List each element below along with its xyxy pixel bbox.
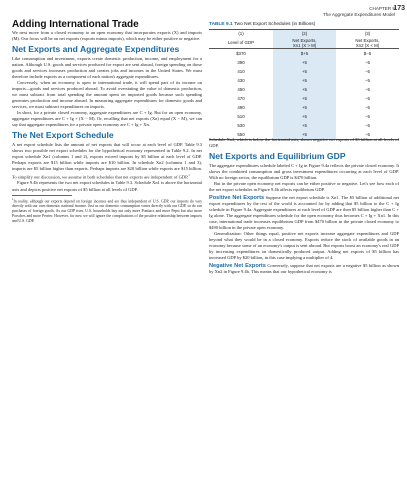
table-row (209, 48, 399, 58)
cell-xn1: +5 (273, 94, 336, 103)
paragraph: The aggregate expenditures schedule labeled C + Ig in Figure 9.4a reflects the private closed economy. It shows the combined consumption and gross investment expenditures occurring at each level of GDP. With no foreign sector, the equilibrium GDP is $470 billion. (209, 162, 399, 180)
table-row (209, 76, 399, 85)
left-column (12, 19, 202, 224)
cell-xn1: +5 (273, 85, 336, 94)
paragraph: Like consumption and investment, exports create domestic production, income, and employment for a nation. Although U.S. goods and services produced for export are sent abroad, foreign spending on those goods and services increases production and creates jobs and incomes in the United States. We must therefore include exports as a component of each nation's aggregate expenditures. (12, 55, 202, 79)
paragraph: Schedule Xn2, which is below the horizontal axis, shows negative net exports of $5 billion at all levels of GDP. (209, 137, 399, 149)
table-row (209, 58, 399, 67)
col-header (336, 38, 399, 49)
footnote-ref: 1 (188, 172, 190, 177)
running-head (322, 5, 405, 18)
paragraph: In short, for a private closed economy, aggregate expenditures are C + Ig. But for an open economy, aggregate expenditures are C + Ig + (X − M). Or, recalling that net exports (Xn) equal (X − M), we can say that aggregate expenditures for a private open economy are C + Ig + Xn. (12, 110, 202, 128)
cell-xn2: −5 (364, 95, 370, 101)
cell-gdp: 450 (237, 86, 245, 92)
cell-xn1: +5 (273, 130, 336, 139)
chapter-label: CHAPTER 9 (369, 6, 395, 11)
table-label: TABLE 9.1 (209, 22, 233, 27)
table-row (209, 121, 399, 130)
footnote-marker: 1 (12, 197, 14, 202)
cell-gdp: 390 (237, 59, 245, 65)
page-number: 173 (393, 5, 405, 12)
paragraph (209, 195, 399, 231)
cell-gdp: $370 (236, 50, 246, 56)
cell-xn2: −5 (364, 122, 370, 128)
cell-gdp: 510 (237, 113, 245, 119)
table (209, 30, 399, 139)
table-row (209, 94, 399, 103)
col-header: Level of GDP (209, 38, 273, 49)
cell-xn2: −5 (364, 77, 370, 83)
table-row (209, 103, 399, 112)
runin-positive: Positive Net Exports (209, 194, 265, 201)
table-title: Two Net Export Schedules (in Billions) (233, 22, 316, 27)
cell-xn2: −5 (364, 113, 370, 119)
table-row (209, 112, 399, 121)
footnote-text: In reality, although our exports depend on foreign incomes and are thus independent of U.S. GDP, our imports do vary directly with our own domestic national income. Just as our domestic consumption varies directly with our GDP, so do our purchases of foreign goods. As our GDP rises, U.S. households buy not only more Pontiacs and more Pepsi but also more Porsches and more Perrier. However, for now we will ignore the complications of the positive relationship between imports and U.S. GDP. (12, 199, 202, 224)
cell-xn1: +5 (273, 103, 336, 112)
intro-paragraph: We next move from a closed economy to an open economy that incorporates exports (X) and imports (M). Our focus will be on net exports (exports minus imports), which may be either positive or negative. (12, 30, 202, 42)
col-header-sub: Xn2 (X < M) (355, 42, 380, 48)
cell-gdp: 530 (237, 122, 245, 128)
col-header-name: Net Exports, (292, 37, 317, 43)
cell-xn2: −5 (364, 59, 370, 65)
col-num: (1) (238, 31, 244, 36)
runin-negative: Negative Net Exports (209, 263, 266, 270)
col-num: (3) (364, 31, 371, 36)
right-column (209, 137, 399, 275)
cell-xn1: +5 (273, 58, 336, 67)
paragraph-text: Suppose the net export schedule is Xn1. The $5 billion of additional net export expenditures by the rest of the world is accounted for by adding that $5 billion to the C + Ig schedule in Figure 9.4a. Aggregate expenditures at each level of GDP are then $5 billion higher than C + Ig alone. The aggregate expenditures schedule for the open economy thus becomes C + Ig + Xn1. In this case, international trade increases equilibrium GDP from $470 billion in the private closed economy to $490 billion in the private open economy. (209, 194, 399, 231)
footnote (12, 197, 202, 224)
heading-net-exports: Net Exports and Aggregate Expenditures (12, 44, 180, 55)
paragraph-text: Conversely, suppose that net exports are a negative $5 billion as shown by Xn2 in Figure 9.4b. This means that our hypothetical economy is (209, 263, 400, 275)
col-header (273, 38, 336, 49)
paragraph: Conversely, when an economy is open to international trade, it will spend part of its income on imports—goods and services produced abroad. To avoid overstating the value of domestic production, we must subtract from total spending the amount spent on imported goods because such spending generates production and income abroad. In measuring aggregate expenditures for domestic goods and services, we must subtract expenditures on imports. (12, 79, 202, 110)
cell-gdp: 490 (237, 104, 245, 110)
cell-xn1: +5 (273, 76, 336, 85)
cell-xn1: $+5 (273, 48, 336, 58)
cell-gdp: 430 (237, 77, 245, 83)
net-export-table (209, 22, 399, 139)
paragraph (12, 142, 202, 181)
heading-net-export-schedule: The Net Export Schedule (12, 130, 114, 141)
chapter-subtitle: The Aggregate Expenditures Model (322, 12, 395, 17)
col-num: (2) (273, 30, 336, 38)
table-row (209, 67, 399, 76)
cell-xn1: +5 (273, 121, 336, 130)
paragraph (209, 263, 399, 275)
paragraph-text: A net export schedule lists the amount of net exports that will occur at each level of GDP. Table 9.3 shows two possible net export schedules for the hypothetical economy represented in Table 9.2. In net export schedule Xn1 (columns 1 and 2), exports exceed imports by $5 billion at each level of GDP. Perhaps exports are $15 billion while imports are $10 billion. In schedule Xn2 (columns 1 and 3), imports are $5 billion higher than exports. Perhaps imports are $20 billion while exports are $15 billion. To simplify our discussion, we assume in both schedules that net exports are independent of GDP. (12, 141, 202, 180)
cell-xn2: −5 (364, 104, 370, 110)
cell-xn2: $−5 (363, 50, 372, 56)
footnote-rule (12, 195, 72, 196)
heading-equilibrium: Net Exports and Equilibrium GDP (209, 151, 346, 162)
cell-gdp: 470 (237, 95, 245, 101)
cell-xn1: +5 (273, 67, 336, 76)
cell-gdp: 410 (237, 68, 245, 74)
paragraph: Figure 9.4b represents the two net export schedules in Table 9.3. Schedule Xn1 is above the horizontal axis and depicts positive net exports of $5 billion at all levels of GDP. (12, 180, 202, 192)
paragraph: Generalization: Other things equal, positive net exports increase aggregate expenditures and GDP beyond what they would be in a closed economy. Exports reduce the stock of available goods in an economy because some of an economy's output is sent abroad. But exports boost an economy's real GDP by increasing expenditures on domestically produced output. Adding net exports of $5 billion has increased GDP by $20 billion, in this case implying a multiplier of 4. (209, 231, 399, 261)
cell-xn2: −5 (364, 86, 370, 92)
col-header-name: Net Exports, (355, 37, 380, 43)
section-title: Adding International Trade (12, 19, 139, 30)
cell-xn2: −5 (364, 68, 370, 74)
table-caption (209, 22, 399, 27)
cell-xn2: −5 (364, 131, 370, 137)
paragraph: But in the private open economy net exports can be either positive or negative. Let's see how each of the net export schedules in Figure 9.4b affects equilibrium GDP. (209, 180, 399, 192)
cell-gdp: 550 (237, 131, 245, 137)
table-row (209, 85, 399, 94)
col-header-sub: Xn1 (X > M) (292, 42, 317, 48)
cell-xn1: +5 (273, 112, 336, 121)
